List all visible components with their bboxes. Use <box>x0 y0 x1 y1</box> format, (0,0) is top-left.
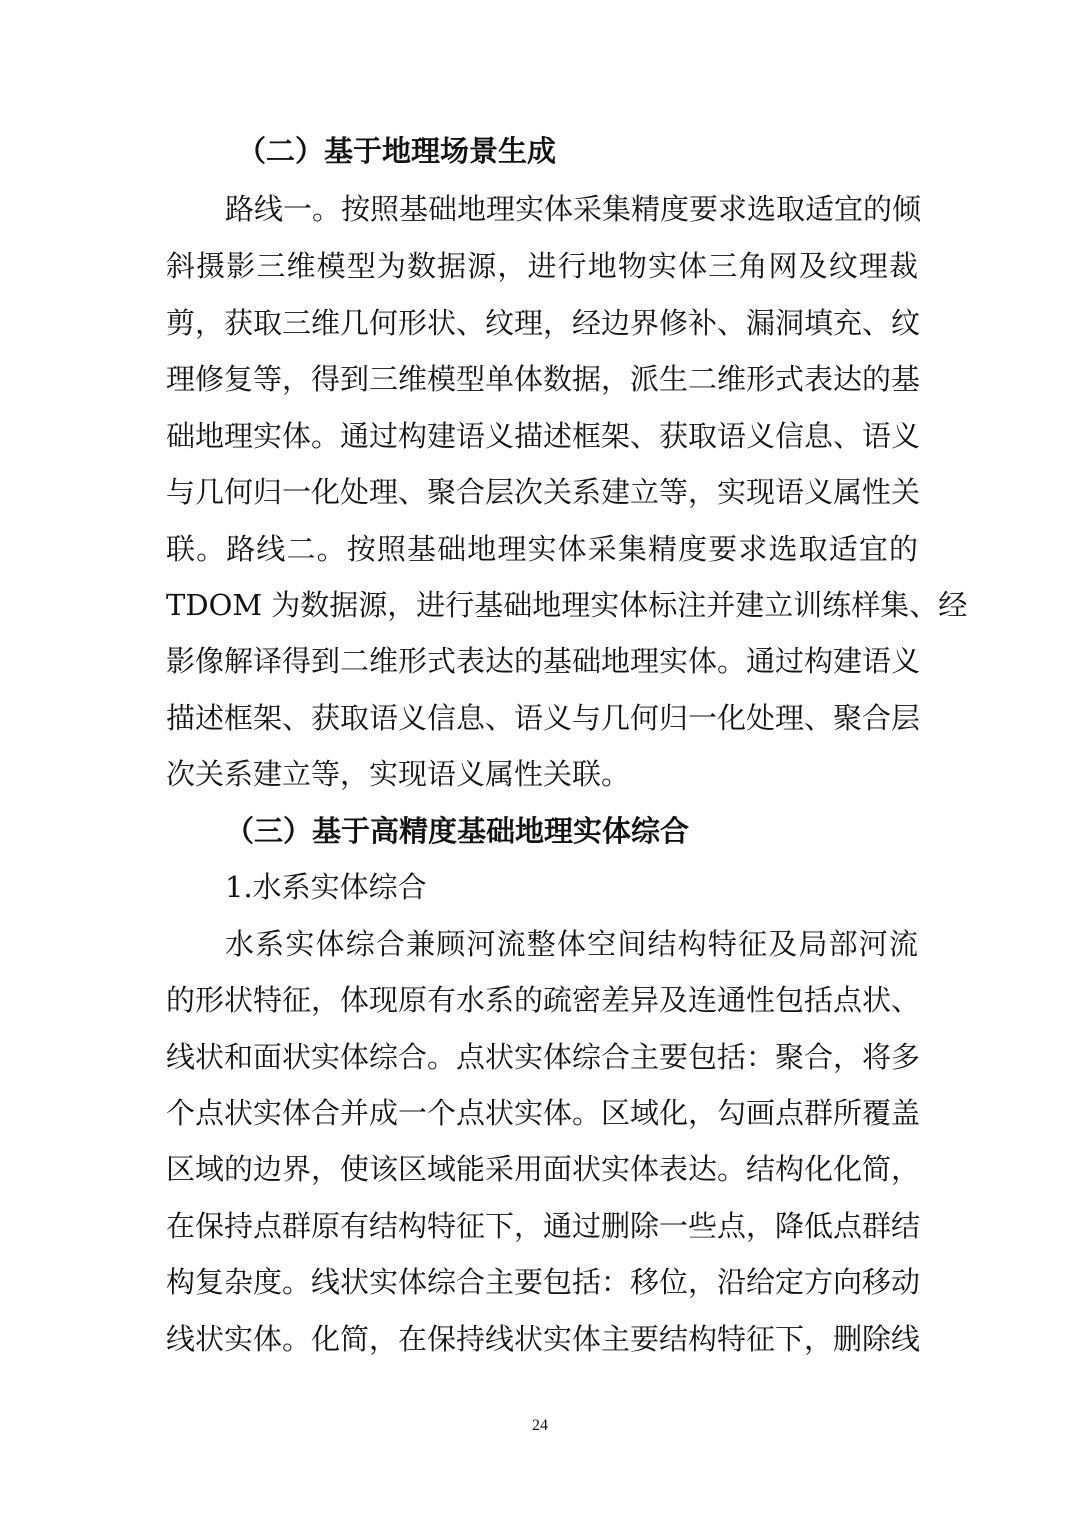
section-2-line: 描述框架、获取语义信息、语义与几何归一化处理、聚合层 <box>166 701 921 735</box>
section-2-heading: （二）基于地理场景生成 <box>237 134 557 168</box>
section-2-line: TDOM 为数据源，进行基础地理实体标注并建立训练样集、经 <box>166 588 968 622</box>
subsection-1-line: 构复杂度。线状实体综合主要包括：移位，沿给定方向移动 <box>166 1265 921 1299</box>
section-2-line: 与几何归一化处理、聚合层次关系建立等，实现语义属性关 <box>166 475 921 509</box>
subsection-1-line: 在保持点群原有结构特征下，通过删除一些点，降低点群结 <box>166 1209 921 1243</box>
subsection-1-line: 线状实体。化简，在保持线状实体主要结构特征下，删除线 <box>166 1322 921 1356</box>
section-2-line: 础地理实体。通过构建语义描述框架、获取语义信息、语义 <box>166 419 921 453</box>
section-2-line: 次关系建立等，实现语义属性关联。 <box>166 757 631 791</box>
section-2-line: 影像解译得到二维形式表达的基础地理实体。通过构建语义 <box>166 644 921 678</box>
section-3-heading: （三）基于高精度基础地理实体综合 <box>225 814 690 848</box>
subsection-1-line: 的形状特征，体现原有水系的疏密差异及连通性包括点状、 <box>166 983 921 1017</box>
section-2-line: 理修复等，得到三维模型单体数据，派生二维形式表达的基 <box>166 362 921 396</box>
subsection-1-heading: 1.水系实体综合 <box>225 870 427 904</box>
subsection-1-line: 线状和面状实体综合。点状实体综合主要包括：聚合，将多 <box>166 1040 921 1074</box>
subsection-1-line: 个点状实体合并成一个点状实体。区域化，勾画点群所覆盖 <box>166 1096 921 1130</box>
subsection-1-line: 区域的边界，使该区域能采用面状实体表达。结构化化简， <box>166 1152 921 1186</box>
page-number: 24 <box>532 1417 548 1434</box>
section-2-line: 剪，获取三维几何形状、纹理，经边界修补、漏洞填充、纹 <box>166 306 921 340</box>
subsection-1-line: 水系实体综合兼顾河流整体空间结构特征及局部河流 <box>225 927 918 961</box>
section-2-line: 斜摄影三维模型为数据源，进行地物实体三角网及纹理裁 <box>166 249 918 283</box>
section-2-line: 联。路线二。按照基础地理实体采集精度要求选取适宜的 <box>166 532 918 566</box>
section-2-line: 路线一。按照基础地理实体采集精度要求选取适宜的倾 <box>225 192 922 226</box>
